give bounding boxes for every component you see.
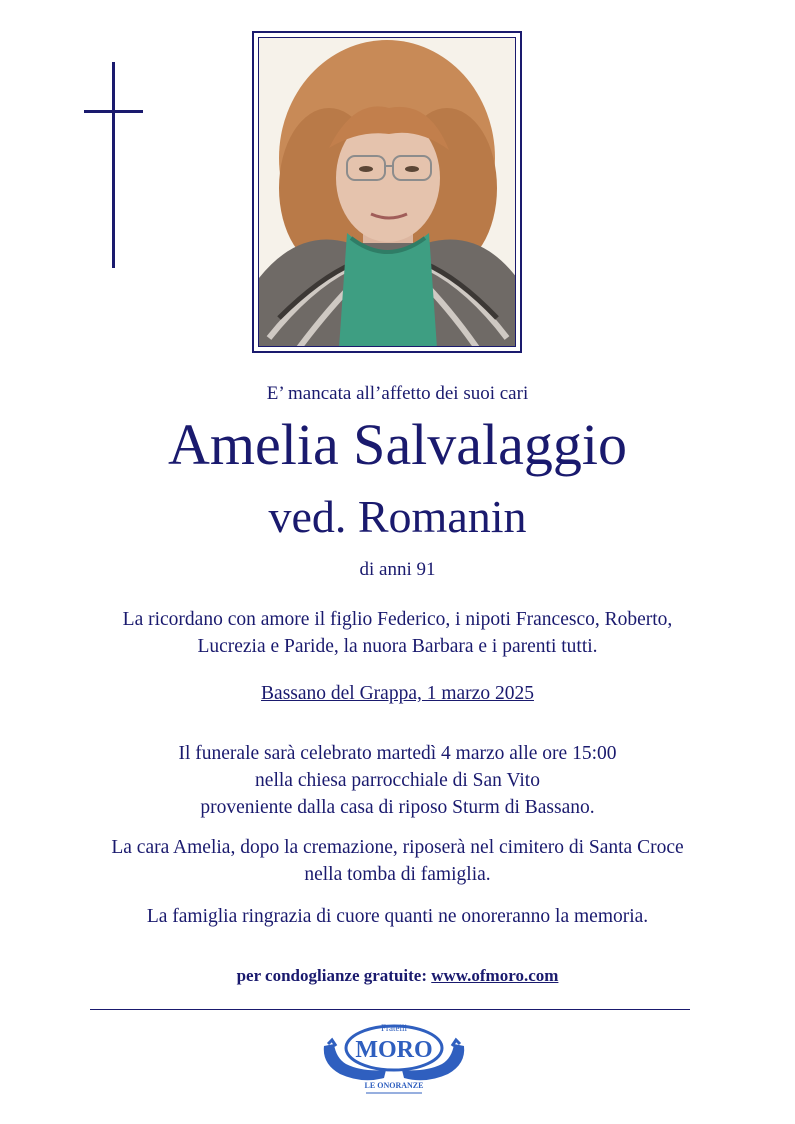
condolences-link[interactable]: www.ofmoro.com — [431, 966, 559, 985]
married-name: ved. Romanin — [268, 491, 527, 542]
cremation-line: nella tomba di famiglia. — [304, 864, 491, 885]
place-date — [0, 683, 795, 705]
cross-icon-vertical — [112, 62, 115, 268]
portrait-photo — [258, 37, 516, 347]
place-date-text: Bassano del Grappa, 1 marzo 2025 — [261, 683, 534, 704]
thanks-text: La famiglia ringrazia di cuore quanti ne onoreranno la memoria. — [146, 906, 649, 927]
divider — [90, 1009, 690, 1010]
condolences-label: per condoglianze gratuite: — [236, 966, 427, 985]
funeral-paragraph — [0, 740, 795, 821]
family-paragraph — [0, 606, 795, 660]
logo-name-text: MORO — [355, 1037, 433, 1063]
cross-icon-horizontal — [84, 110, 143, 113]
family-line: La ricordano con amore il figlio Federico, i nipoti Francesco, Roberto, — [122, 609, 673, 630]
funeral-line: nella chiesa parrocchiale di San Vito — [255, 770, 540, 791]
portrait-photo-frame — [252, 31, 522, 353]
family-line: Lucrezia e Paride, la nuora Barbara e i parenti tutti. — [197, 636, 598, 657]
intro-text: E’ mancata all’affetto dei suoi cari — [266, 383, 529, 404]
funeral-line: Il funerale sarà celebrato martedì 4 marzo alle ore 15:00 — [178, 743, 617, 764]
logo-top-text: Fratelli — [381, 1023, 407, 1033]
logo-subtitle-text: LE ONORANZE — [364, 1081, 424, 1090]
deceased-name: Amelia Salvalaggio — [167, 412, 628, 477]
cremation-paragraph — [0, 834, 795, 888]
age-text: di anni 91 — [359, 559, 436, 580]
cremation-line: La cara Amelia, dopo la cremazione, riposerà nel cimitero di Santa Croce — [111, 837, 684, 858]
moro-logo — [318, 1018, 470, 1100]
funeral-line: proveniente dalla casa di riposo Sturm di Bassano. — [200, 797, 595, 818]
condolences-line — [0, 966, 795, 986]
